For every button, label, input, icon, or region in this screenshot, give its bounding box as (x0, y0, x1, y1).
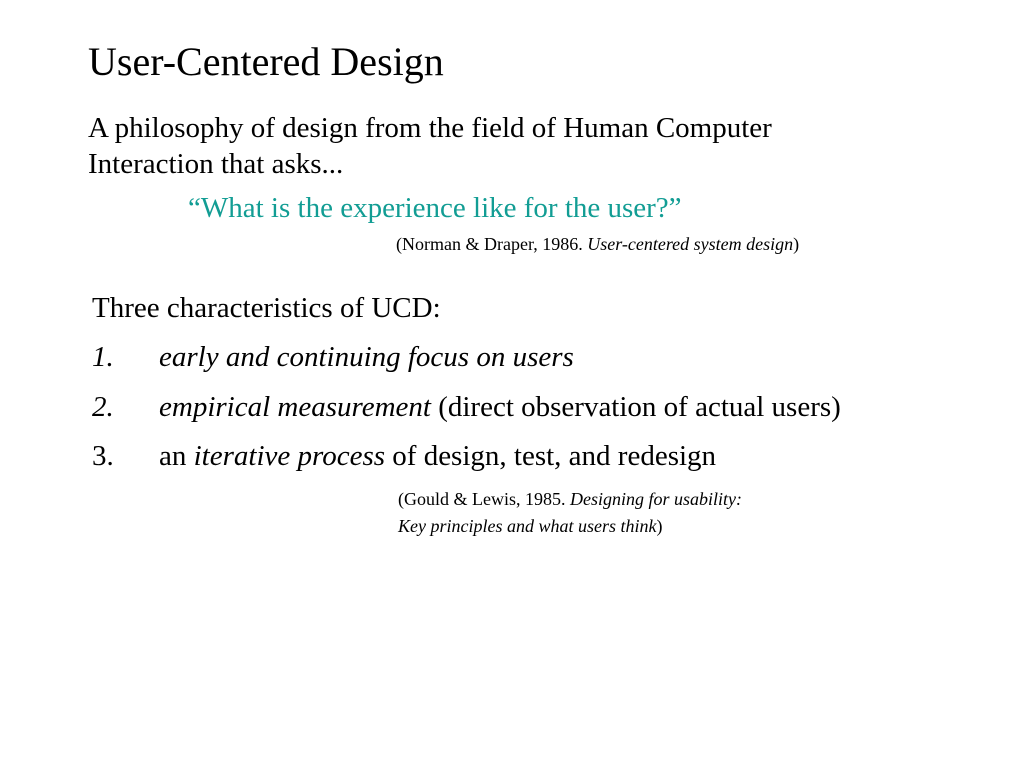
characteristic-item (92, 438, 716, 478)
citation-2-authors: (Gould & Lewis, 1985. (398, 489, 570, 509)
item-emphasis: empirical measurement (159, 391, 431, 423)
characteristics-heading: Three characteristics of UCD: (92, 292, 441, 324)
citation-2-line-1 (398, 486, 742, 513)
citation-2-close-paren: ) (656, 516, 663, 536)
key-question-quote: “What is the experience like for the user?” (188, 192, 682, 224)
citation-2-title-part-2: Key principles and what users think (398, 516, 657, 536)
citation-1-close-paren: ) (793, 234, 800, 254)
slide-title: User-Centered Design (88, 39, 444, 84)
citation-1-title: User-centered system design (587, 234, 794, 254)
citation-1-open-paren: ( (396, 234, 402, 254)
item-emphasis: iterative process (193, 440, 386, 472)
item-number: 2. (92, 391, 114, 423)
citation-norman-draper (396, 231, 799, 258)
characteristic-item (92, 339, 574, 379)
item-number: 1. (92, 341, 114, 373)
citation-2-line-2 (398, 513, 742, 540)
citation-gould-lewis (398, 486, 742, 540)
citation-2-title-part-1: Designing for usability: (569, 489, 742, 509)
item-detail: (direct observation of actual users) (430, 391, 841, 423)
item-emphasis: early and continuing focus on users (159, 341, 574, 373)
intro-line-1: A philosophy of design from the field of Human Computer (88, 112, 772, 144)
item-prefix: an (159, 440, 194, 472)
characteristic-item (92, 389, 841, 429)
intro-line-2: Interaction that asks... (88, 148, 344, 180)
intro-text (88, 110, 948, 182)
citation-1-authors: Norman & Draper, 1986. (402, 234, 588, 254)
item-number: 3. (92, 440, 114, 472)
item-detail: of design, test, and redesign (385, 440, 717, 472)
